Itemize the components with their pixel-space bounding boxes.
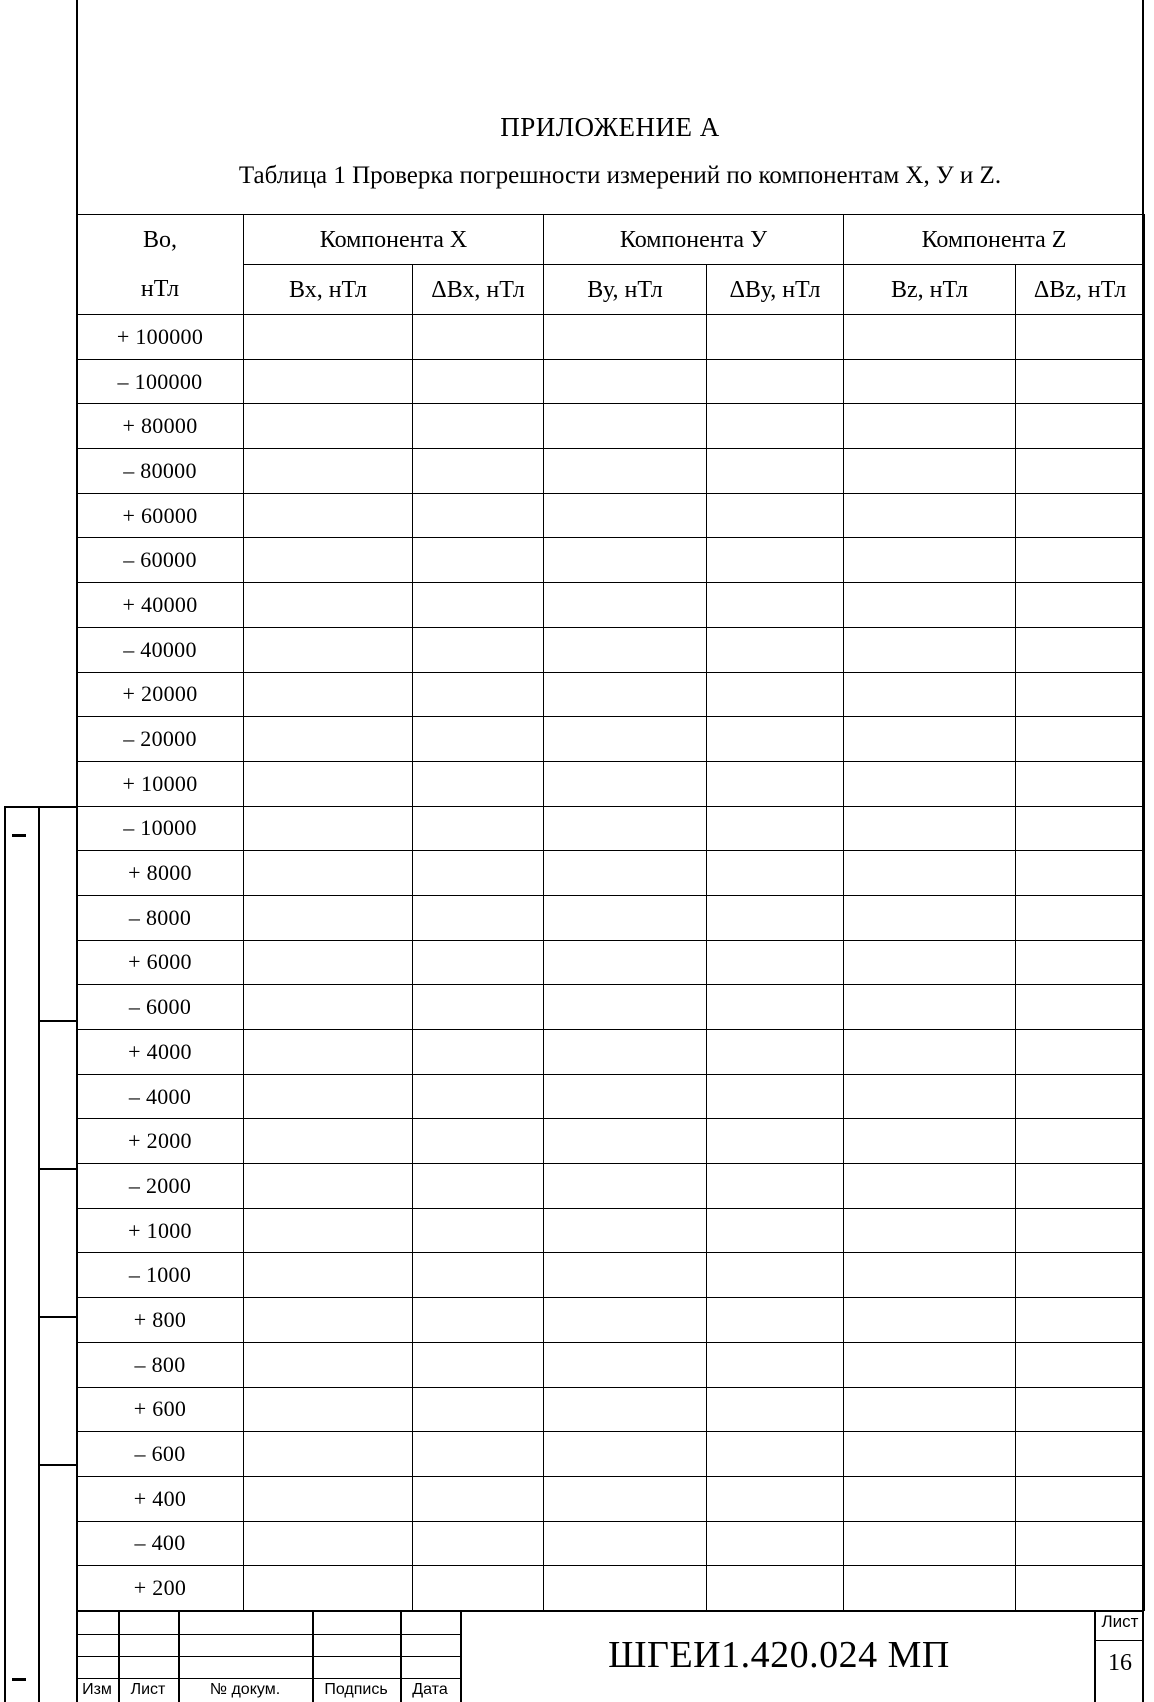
b0-value-cell: + 100000 [77, 315, 244, 360]
measurement-cell[interactable] [1016, 1342, 1145, 1387]
measurement-cell[interactable] [244, 583, 413, 628]
table-row [77, 1208, 1145, 1253]
measurement-cell[interactable] [707, 1298, 844, 1343]
measurement-cell[interactable] [544, 672, 707, 717]
measurement-cell[interactable] [1016, 1164, 1145, 1209]
binding-strip-divider [38, 1168, 76, 1170]
measurement-cell[interactable] [707, 851, 844, 896]
measurement-cell[interactable] [1016, 359, 1145, 404]
measurement-cell[interactable] [544, 583, 707, 628]
b0-value-cell: + 600 [77, 1387, 244, 1432]
measurement-cell[interactable] [413, 1342, 544, 1387]
measurement-cell[interactable] [844, 1566, 1016, 1611]
measurement-cell[interactable] [544, 985, 707, 1030]
measurement-cell[interactable] [544, 940, 707, 985]
table-row [77, 315, 1145, 360]
measurement-cell[interactable] [844, 538, 1016, 583]
measurement-cell[interactable] [1016, 851, 1145, 896]
measurement-cell[interactable] [707, 1030, 844, 1075]
measurement-cell[interactable] [413, 672, 544, 717]
measurement-cell[interactable] [844, 1074, 1016, 1119]
measurement-cell[interactable] [244, 806, 413, 851]
measurement-cell[interactable] [413, 717, 544, 762]
measurement-cell[interactable] [707, 672, 844, 717]
measurement-cell[interactable] [244, 1476, 413, 1521]
measurement-cell[interactable] [844, 1208, 1016, 1253]
measurement-cell[interactable] [544, 1476, 707, 1521]
measurement-cell[interactable] [413, 1030, 544, 1075]
label-date: Дата [412, 1681, 448, 1698]
binding-strip-divider [38, 1316, 76, 1318]
measurement-cell[interactable] [244, 404, 413, 449]
measurement-cell[interactable] [244, 1164, 413, 1209]
measurement-cell[interactable] [244, 717, 413, 762]
measurement-cell[interactable] [844, 672, 1016, 717]
b0-value-cell: – 8000 [77, 895, 244, 940]
table-row [77, 1342, 1145, 1387]
b0-value-cell: – 600 [77, 1432, 244, 1477]
measurement-cell[interactable] [707, 538, 844, 583]
b0-value-cell: + 200 [77, 1566, 244, 1611]
measurement-cell[interactable] [413, 1298, 544, 1343]
b0-value-cell: – 20000 [77, 717, 244, 762]
measurement-cell[interactable] [1016, 1253, 1145, 1298]
measurement-cell[interactable] [413, 1074, 544, 1119]
binding-strip-divider [38, 1464, 76, 1466]
measurement-cell[interactable] [544, 1164, 707, 1209]
measurement-cell[interactable] [413, 627, 544, 672]
measurement-cell[interactable] [413, 895, 544, 940]
measurement-cell[interactable] [844, 895, 1016, 940]
table-row [77, 538, 1145, 583]
table-row [77, 1074, 1145, 1119]
measurement-cell[interactable] [544, 1566, 707, 1611]
binding-strip-divider [38, 1020, 76, 1022]
appendix-title: ПРИЛОЖЕНИЕ А [500, 112, 720, 142]
b0-value-cell: + 80000 [77, 404, 244, 449]
subheader-delta-bz: ΔВz, нТл [1016, 265, 1145, 315]
measurement-cell[interactable] [1016, 627, 1145, 672]
measurement-cell[interactable] [1016, 1030, 1145, 1075]
measurement-cell[interactable] [544, 1387, 707, 1432]
measurement-cell[interactable] [413, 538, 544, 583]
measurement-cell[interactable] [1016, 449, 1145, 494]
table-row [77, 359, 1145, 404]
measurement-cell[interactable] [1016, 940, 1145, 985]
group-header-x: Компонента X [244, 215, 544, 265]
table-row [77, 761, 1145, 806]
table-row [77, 1030, 1145, 1075]
b0-value-cell: – 10000 [77, 806, 244, 851]
measurement-cell[interactable] [544, 851, 707, 896]
subheader-delta-bx: ΔВх, нТл [413, 265, 544, 315]
measurement-cell[interactable] [544, 717, 707, 762]
b0-value-cell: – 60000 [77, 538, 244, 583]
measurement-cell[interactable] [707, 1432, 844, 1477]
measurement-cell[interactable] [413, 761, 544, 806]
table-row [77, 493, 1145, 538]
measurement-cell[interactable] [1016, 985, 1145, 1030]
measurement-cell[interactable] [544, 1253, 707, 1298]
measurement-cell[interactable] [844, 583, 1016, 628]
measurement-cell[interactable] [844, 1119, 1016, 1164]
measurement-cell[interactable] [707, 315, 844, 360]
measurement-cell[interactable] [244, 1521, 413, 1566]
measurement-cell[interactable] [707, 1476, 844, 1521]
measurement-cell[interactable] [844, 1521, 1016, 1566]
measurement-cell[interactable] [413, 315, 544, 360]
measurement-cell[interactable] [1016, 1521, 1145, 1566]
measurement-cell[interactable] [844, 940, 1016, 985]
measurement-cell[interactable] [1016, 1387, 1145, 1432]
b0-value-cell: – 800 [77, 1342, 244, 1387]
table-caption: Таблица 1 Проверка погрешности измерений по компонентам X, У и Z. [238, 162, 1002, 189]
sheet-label: Лист [1101, 1612, 1139, 1631]
binding-tick-mark [12, 834, 26, 837]
measurement-cell[interactable] [707, 1342, 844, 1387]
measurement-cell[interactable] [413, 1387, 544, 1432]
measurement-cell[interactable] [544, 806, 707, 851]
measurement-cell[interactable] [844, 1030, 1016, 1075]
measurement-cell[interactable] [413, 583, 544, 628]
b0-header-line2: нТл [77, 265, 244, 315]
measurement-cell[interactable] [707, 493, 844, 538]
table-row [77, 1164, 1145, 1209]
measurement-cell[interactable] [1016, 1074, 1145, 1119]
measurement-cell[interactable] [844, 985, 1016, 1030]
measurement-cell[interactable] [413, 449, 544, 494]
measurement-cell[interactable] [244, 895, 413, 940]
measurement-cell[interactable] [413, 1521, 544, 1566]
label-list: Лист [130, 1681, 166, 1698]
measurement-cell[interactable] [544, 1030, 707, 1075]
measurement-cell[interactable] [707, 985, 844, 1030]
document-code: ШГЕИ1.420.024 МП [608, 1634, 950, 1676]
measurement-cell[interactable] [244, 672, 413, 717]
binding-strip [4, 806, 76, 1702]
subheader-bz: Вz, нТл [844, 265, 1016, 315]
measurement-cell[interactable] [1016, 672, 1145, 717]
measurement-cell[interactable] [844, 359, 1016, 404]
measurement-cell[interactable] [413, 851, 544, 896]
measurement-cell[interactable] [844, 1432, 1016, 1477]
measurement-cell[interactable] [844, 315, 1016, 360]
measurement-cell[interactable] [544, 1521, 707, 1566]
measurement-cell[interactable] [707, 1387, 844, 1432]
measurement-cell[interactable] [244, 315, 413, 360]
measurement-cell[interactable] [1016, 1476, 1145, 1521]
measurement-cell[interactable] [707, 404, 844, 449]
measurement-cell[interactable] [1016, 1119, 1145, 1164]
subheader-bx: Вх, нТл [244, 265, 413, 315]
measurement-cell[interactable] [844, 1387, 1016, 1432]
measurement-cell[interactable] [844, 717, 1016, 762]
measurement-cell[interactable] [1016, 1298, 1145, 1343]
b0-value-cell: + 10000 [77, 761, 244, 806]
measurement-cell[interactable] [707, 761, 844, 806]
measurement-cell[interactable] [244, 1387, 413, 1432]
measurement-cell[interactable] [844, 1476, 1016, 1521]
measurement-cell[interactable] [707, 717, 844, 762]
measurement-cell[interactable] [1016, 1566, 1145, 1611]
b0-value-cell: – 400 [77, 1521, 244, 1566]
measurement-cell[interactable] [413, 1432, 544, 1477]
measurement-cell[interactable] [544, 627, 707, 672]
binding-strip-outer-line [4, 808, 6, 1702]
measurement-cell[interactable] [844, 449, 1016, 494]
table-row [77, 717, 1145, 762]
measurement-cell[interactable] [544, 1208, 707, 1253]
measurement-cell[interactable] [707, 895, 844, 940]
table-row [77, 404, 1145, 449]
table-row [77, 672, 1145, 717]
title-block-line [76, 1634, 460, 1635]
b0-value-cell: + 1000 [77, 1208, 244, 1253]
b0-value-cell: + 2000 [77, 1119, 244, 1164]
table-row [77, 806, 1145, 851]
measurement-cell[interactable] [1016, 806, 1145, 851]
measurement-cell[interactable] [844, 493, 1016, 538]
measurement-cell[interactable] [544, 1342, 707, 1387]
measurement-cell[interactable] [1016, 717, 1145, 762]
table-row [77, 1253, 1145, 1298]
b0-value-cell: + 60000 [77, 493, 244, 538]
b0-value-cell: + 8000 [77, 851, 244, 896]
measurement-table [76, 214, 1145, 1611]
measurement-cell[interactable] [1016, 538, 1145, 583]
table-header-row-1 [77, 215, 1145, 265]
title-block-line [460, 1612, 462, 1702]
measurement-cell[interactable] [244, 627, 413, 672]
measurement-cell[interactable] [1016, 1432, 1145, 1477]
measurement-cell[interactable] [244, 940, 413, 985]
table-row [77, 1432, 1145, 1477]
measurement-cell[interactable] [413, 493, 544, 538]
measurement-cell[interactable] [544, 404, 707, 449]
table-row [77, 1387, 1145, 1432]
measurement-cell[interactable] [244, 449, 413, 494]
label-izm: Изм [82, 1681, 112, 1698]
measurement-cell[interactable] [244, 1074, 413, 1119]
measurement-cell[interactable] [544, 1298, 707, 1343]
b0-value-cell: – 100000 [77, 359, 244, 404]
measurement-cell[interactable] [244, 1342, 413, 1387]
measurement-cell[interactable] [707, 806, 844, 851]
measurement-cell[interactable] [244, 1030, 413, 1075]
measurement-cell[interactable] [413, 985, 544, 1030]
table-row [77, 1521, 1145, 1566]
measurement-cell[interactable] [413, 1476, 544, 1521]
measurement-cell[interactable] [244, 1566, 413, 1611]
measurement-cell[interactable] [844, 806, 1016, 851]
measurement-cell[interactable] [844, 1298, 1016, 1343]
measurement-cell[interactable] [707, 359, 844, 404]
measurement-cell[interactable] [544, 538, 707, 583]
measurement-cell[interactable] [544, 449, 707, 494]
measurement-cell[interactable] [544, 1074, 707, 1119]
sheet-number: 16 [1108, 1650, 1132, 1676]
measurement-cell[interactable] [244, 1208, 413, 1253]
measurement-cell[interactable] [544, 493, 707, 538]
table-header-row-2 [77, 265, 1145, 315]
label-signature: Подпись [324, 1681, 388, 1698]
table-row [77, 1298, 1145, 1343]
label-doc-number: № докум. [209, 1681, 281, 1698]
table-row [77, 985, 1145, 1030]
measurement-cell[interactable] [544, 761, 707, 806]
measurement-cell[interactable] [844, 1342, 1016, 1387]
title-block-line [76, 1656, 460, 1657]
measurement-cell[interactable] [844, 404, 1016, 449]
measurement-cell[interactable] [244, 985, 413, 1030]
measurement-cell[interactable] [1016, 583, 1145, 628]
measurement-cell[interactable] [844, 1164, 1016, 1209]
measurement-cell[interactable] [844, 1253, 1016, 1298]
b0-value-cell: – 4000 [77, 1074, 244, 1119]
measurement-cell[interactable] [844, 627, 1016, 672]
measurement-cell[interactable] [544, 1432, 707, 1477]
measurement-cell[interactable] [707, 940, 844, 985]
b0-value-cell: + 6000 [77, 940, 244, 985]
table-row [77, 583, 1145, 628]
measurement-cell[interactable] [544, 895, 707, 940]
measurement-cell[interactable] [244, 1119, 413, 1164]
group-header-y: Компонента У [544, 215, 844, 265]
measurement-cell[interactable] [707, 583, 844, 628]
subheader-delta-by: ΔВу, нТл [707, 265, 844, 315]
measurement-cell[interactable] [707, 1208, 844, 1253]
b0-value-cell: – 2000 [77, 1164, 244, 1209]
measurement-cell[interactable] [413, 359, 544, 404]
measurement-cell[interactable] [413, 1566, 544, 1611]
table-row [77, 895, 1145, 940]
table-row [77, 449, 1145, 494]
measurement-cell[interactable] [1016, 895, 1145, 940]
title-block-line [1094, 1640, 1144, 1641]
table-row [77, 851, 1145, 896]
binding-tick-mark [12, 1678, 26, 1681]
b0-value-cell: – 1000 [77, 1253, 244, 1298]
measurement-cell[interactable] [1016, 315, 1145, 360]
measurement-cell[interactable] [413, 1253, 544, 1298]
measurement-cell[interactable] [544, 315, 707, 360]
table-row [77, 1476, 1145, 1521]
measurement-cell[interactable] [707, 627, 844, 672]
measurement-cell[interactable] [244, 1298, 413, 1343]
measurement-cell[interactable] [844, 761, 1016, 806]
measurement-cell[interactable] [244, 359, 413, 404]
measurement-cell[interactable] [707, 449, 844, 494]
measurement-cell[interactable] [544, 1119, 707, 1164]
measurement-cell[interactable] [244, 1432, 413, 1477]
table-row [77, 940, 1145, 985]
b0-value-cell: + 40000 [77, 583, 244, 628]
measurement-cell[interactable] [707, 1119, 844, 1164]
b0-value-cell: + 400 [77, 1476, 244, 1521]
measurement-cell[interactable] [1016, 761, 1145, 806]
table-row [77, 1566, 1145, 1611]
measurement-cell[interactable] [244, 493, 413, 538]
measurement-cell[interactable] [413, 806, 544, 851]
measurement-cell[interactable] [244, 538, 413, 583]
b0-value-cell: + 4000 [77, 1030, 244, 1075]
measurement-cell[interactable] [244, 851, 413, 896]
measurement-cell[interactable] [707, 1164, 844, 1209]
b0-value-cell: – 40000 [77, 627, 244, 672]
measurement-cell[interactable] [544, 359, 707, 404]
measurement-cell[interactable] [413, 404, 544, 449]
table-row [77, 1119, 1145, 1164]
b0-value-cell: – 80000 [77, 449, 244, 494]
measurement-cell[interactable] [244, 761, 413, 806]
b0-value-cell: + 800 [77, 1298, 244, 1343]
measurement-cell[interactable] [413, 940, 544, 985]
b0-value-cell: – 6000 [77, 985, 244, 1030]
measurement-cell[interactable] [707, 1566, 844, 1611]
measurement-cell[interactable] [844, 851, 1016, 896]
binding-strip-inner-line [38, 808, 40, 1702]
subheader-by: Ву, нТл [544, 265, 707, 315]
measurement-cell[interactable] [244, 1253, 413, 1298]
measurement-cell[interactable] [707, 1253, 844, 1298]
measurement-cell[interactable] [1016, 1208, 1145, 1253]
measurement-cell[interactable] [707, 1521, 844, 1566]
measurement-cell[interactable] [707, 1074, 844, 1119]
measurement-cell[interactable] [413, 1208, 544, 1253]
b0-header-line1: Во, [77, 215, 244, 265]
measurement-cell[interactable] [413, 1119, 544, 1164]
table-row [77, 627, 1145, 672]
group-header-z: Компонента Z [844, 215, 1145, 265]
measurement-cell[interactable] [1016, 404, 1145, 449]
measurement-cell[interactable] [413, 1164, 544, 1209]
b0-value-cell: + 20000 [77, 672, 244, 717]
measurement-cell[interactable] [1016, 493, 1145, 538]
